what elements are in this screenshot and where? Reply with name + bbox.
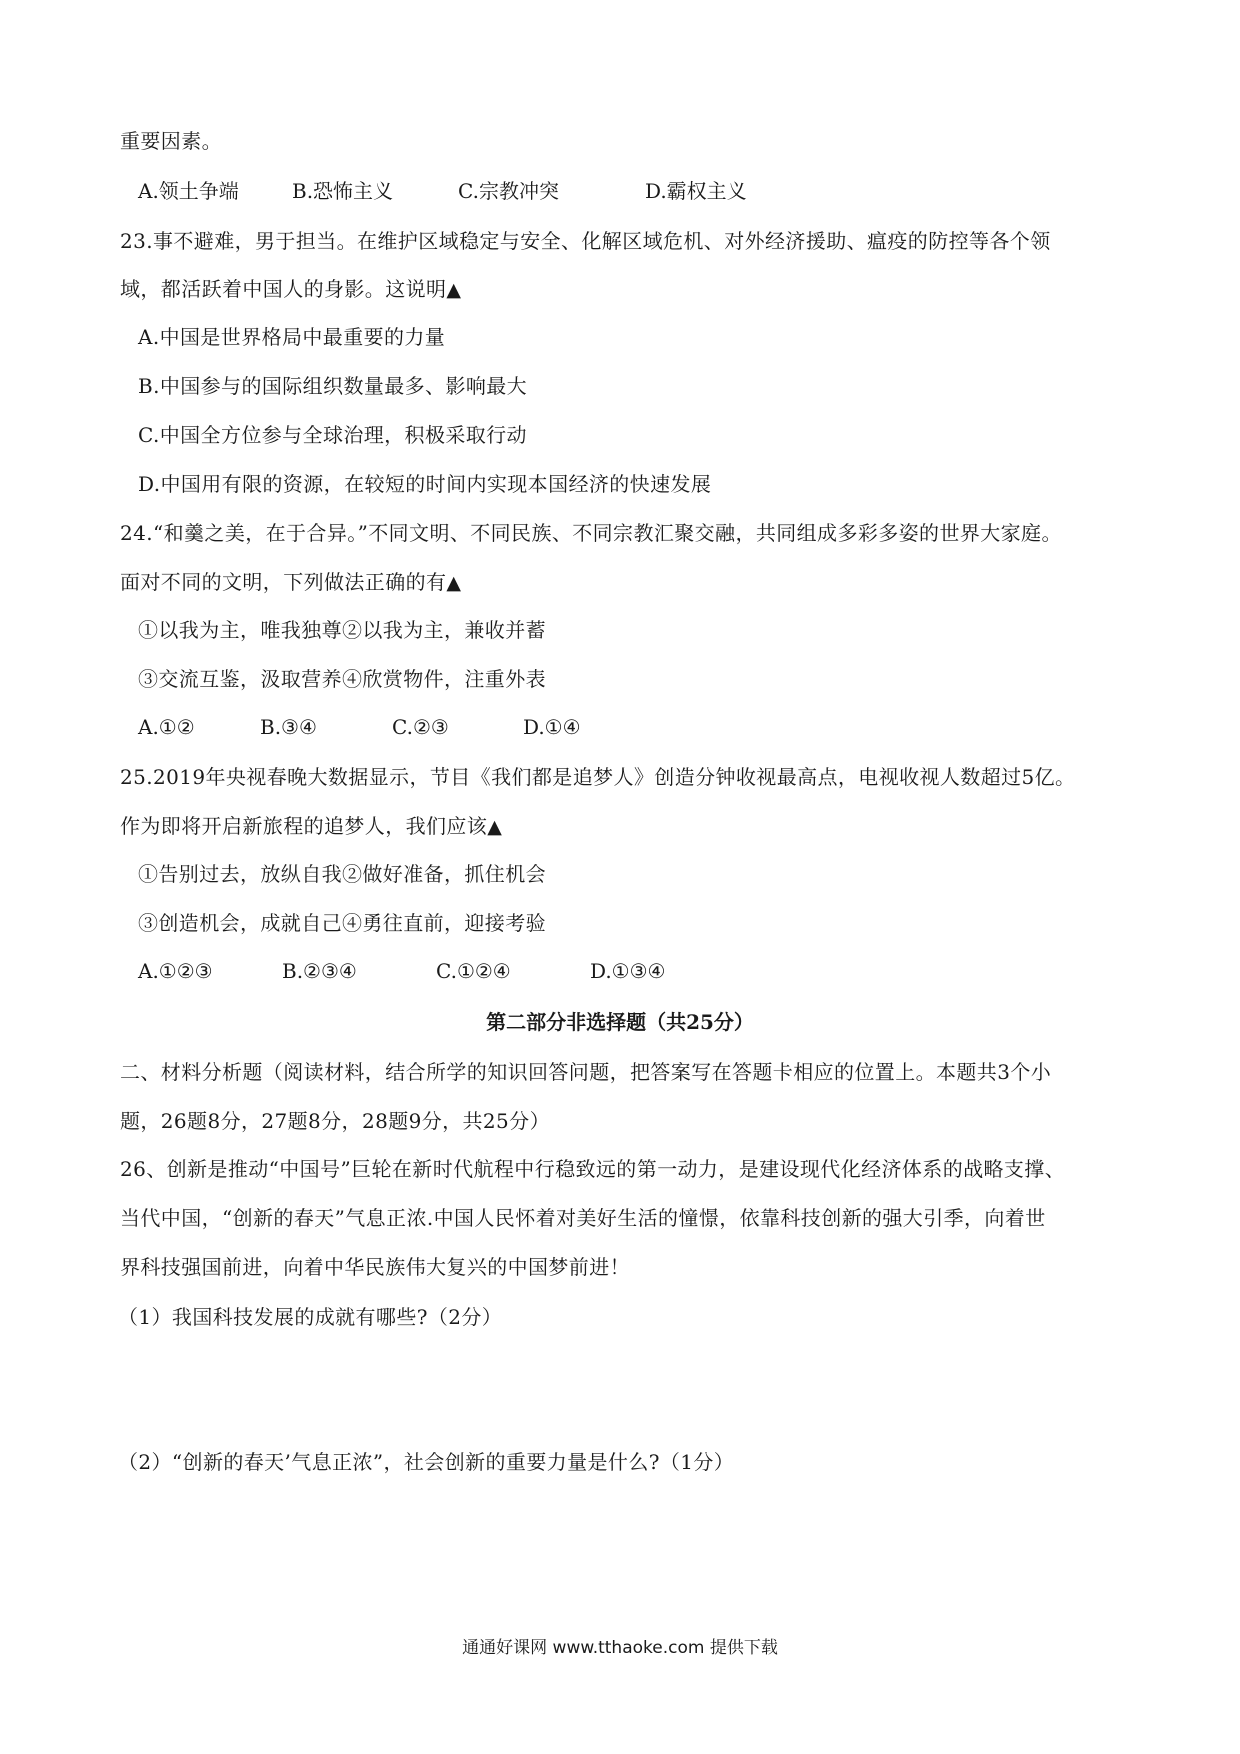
q25-option-c: C.①②④ xyxy=(436,959,511,983)
q24-stem-text: 面对不同的文明，下列做法正确的有 xyxy=(120,570,447,594)
q26-subquestion-1: （1）我国科技发展的成就有哪些?（2分） xyxy=(118,1305,503,1329)
q22-stem-tail: 重要因素。 xyxy=(120,129,222,153)
part2-title: 第二部分非选择题（共25分） xyxy=(486,1010,754,1034)
q26-stem-line1: 26、创新是推动“中国号”巨轮在新时代航程中行稳致远的第一动力，是建设现代化经济体系的战略支撑、 xyxy=(120,1157,1066,1181)
q25-stem-text: 作为即将开启新旅程的追梦人，我们应该 xyxy=(120,814,488,838)
q24-option-b: B.③④ xyxy=(260,715,317,739)
q23-stem-text: 域，都活跃着中国人的身影。这说明 xyxy=(120,277,447,301)
q22-option-a: A.领土争端 xyxy=(138,179,239,203)
page-footer: 通通好课网 www.tthaoke.com 提供下载 xyxy=(462,1638,778,1658)
q25-stem-line1: 25.2019年央视春晚大数据显示，节目《我们都是追梦人》创造分钟收视最高点，电视收视人数超过5亿。 xyxy=(120,765,1076,789)
q23-stem-line2 xyxy=(120,274,461,305)
q24-items-line2: ③交流互鉴，汲取营养④欣赏物件，注重外表 xyxy=(138,667,546,691)
q22-option-b: B.恐怖主义 xyxy=(292,179,394,203)
q25-option-a: A.①②③ xyxy=(138,959,213,983)
q24-items-line1: ①以我为主，唯我独尊②以我为主，兼收并蓄 xyxy=(138,618,546,642)
q24-option-c: C.②③ xyxy=(392,715,449,739)
answer-blank-triangle-icon: ▲ xyxy=(446,279,462,301)
q23-option-b: B.中国参与的国际组织数量最多、影响最大 xyxy=(138,374,528,398)
q26-stem-line3: 界科技强国前进，向着中华民族伟大复兴的中国梦前进！ xyxy=(120,1255,630,1279)
section-instructions-line2: 题，26题8分，27题8分，28题9分，共25分） xyxy=(120,1109,550,1133)
q25-items-line1: ①告别过去，放纵自我②做好准备，抓住机会 xyxy=(138,862,546,886)
q23-option-c: C.中国全方位参与全球治理，积极采取行动 xyxy=(138,423,527,447)
answer-blank-triangle-icon: ▲ xyxy=(446,572,462,594)
q26-subquestion-2: （2）“创新的春天’气息正浓”，社会创新的重要力量是什么?（1分） xyxy=(118,1450,735,1474)
q24-stem-line1: 24.“和羹之美，在于合异。”不同文明、不同民族、不同宗教汇聚交融，共同组成多彩多姿的世界大家庭。 xyxy=(120,521,1062,545)
q25-option-b: B.②③④ xyxy=(282,959,357,983)
q23-option-a: A.中国是世界格局中最重要的力量 xyxy=(138,325,446,349)
q26-stem-line2: 当代中国，“创新的春天”气息正浓.中国人民怀着对美好生活的憧憬，依靠科技创新的强大引季，向着世 xyxy=(120,1206,1046,1230)
q23-stem-line1: 23.事不避难，男于担当。在维护区域稳定与安全、化解区域危机、对外经济援助、瘟疫的防控等各个领 xyxy=(120,229,1051,253)
q25-stem-line2 xyxy=(120,811,502,842)
q24-option-a: A.①② xyxy=(138,715,195,739)
q25-option-d: D.①③④ xyxy=(590,959,666,983)
q24-option-d: D.①④ xyxy=(523,715,581,739)
q24-stem-line2 xyxy=(120,567,461,598)
q22-option-d: D.霸权主义 xyxy=(645,179,747,203)
answer-blank-triangle-icon: ▲ xyxy=(487,816,503,838)
q23-option-d: D.中国用有限的资源，在较短的时间内实现本国经济的快速发展 xyxy=(138,472,712,496)
section-instructions-line1: 二、材料分析题（阅读材料，结合所学的知识回答问题，把答案写在答题卡相应的位置上。本题共3个小 xyxy=(120,1060,1052,1084)
q25-items-line2: ③创造机会，成就自己④勇往直前，迎接考验 xyxy=(138,911,546,935)
q22-option-c: C.宗教冲突 xyxy=(458,179,559,203)
